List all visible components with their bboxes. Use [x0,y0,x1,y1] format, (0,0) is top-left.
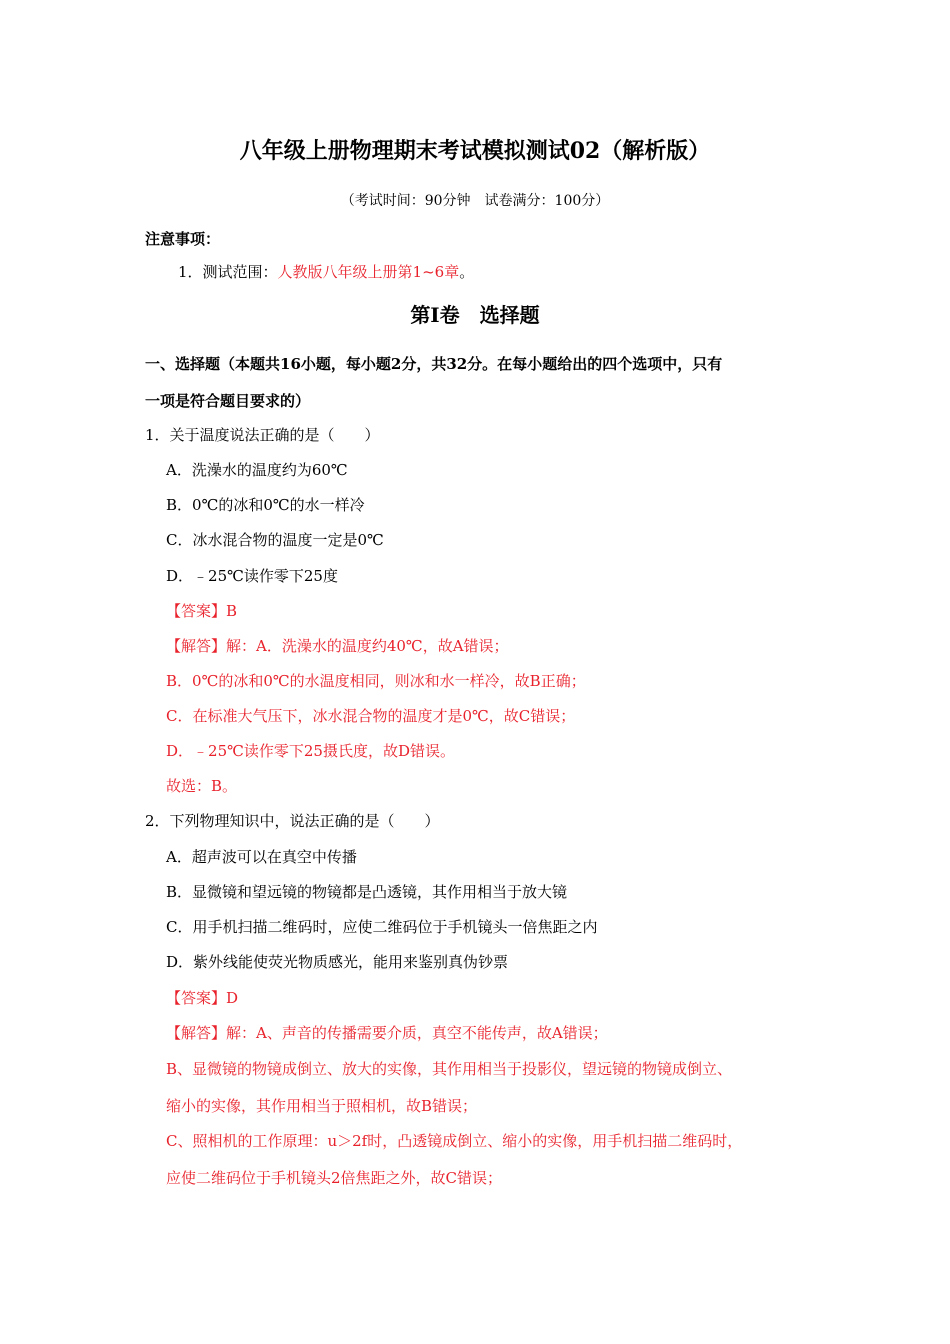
question-2-stem: 2．下列物理知识中，说法正确的是（ ） [145,812,440,830]
test-scope: 人教版八年级上册第1~6章 [277,263,460,281]
question-1-analysis-line-2: B．0℃的冰和0℃的水温度相同，则冰和水一样冷，故B正确； [166,672,586,690]
question-2-analysis-line-5: 应使二维码位于手机镜头2倍焦距之外，故C错误； [166,1169,503,1187]
answer-value: B [226,602,238,620]
question-2-analysis-line-1 [166,1023,608,1043]
question-1-answer [166,601,237,621]
notice-heading: 注意事项： [145,230,221,248]
question-1-stem: 1．关于温度说法正确的是（ ） [145,426,380,444]
notice-item-1 [178,262,474,282]
section-instruction-line-1: 一、选择题（本题共16小题，每小题2分，共32分。在每小题给出的四个选项中，只有 [145,355,723,373]
analysis-label: 【解答】 [166,1024,227,1042]
answer-label: 【答案】 [166,602,227,620]
question-2-option-b: B．显微镜和望远镜的物镜都是凸透镜，其作用相当于放大镜 [166,883,568,901]
analysis-text: 解：A．洗澡水的温度约40℃，故A错误； [226,637,509,655]
notice-item-1-suffix: 。 [459,263,475,281]
question-1-option-a: A．洗澡水的温度约为60℃ [166,461,348,479]
analysis-label: 【解答】 [166,637,227,655]
question-1-option-c: C．冰水混合物的温度一定是0℃ [166,531,384,549]
exam-info: （考试时间：90分钟 试卷满分：100分） [340,193,610,209]
answer-value: D [226,989,239,1007]
question-2-analysis-line-2: B、显微镜的物镜成倒立、放大的实像，其作用相当于投影仪，望远镜的物镜成倒立、 [166,1060,733,1078]
question-2-analysis-line-3: 缩小的实像，其作用相当于照相机，故B错误； [166,1097,478,1115]
question-1-option-d: D．﹣25℃读作零下25度 [166,567,338,585]
question-1-conclusion: 故选：B。 [166,777,238,795]
section-title: 第Ⅰ卷 选择题 [410,303,540,327]
question-2-option-a: A．超声波可以在真空中传播 [166,848,357,866]
question-1-analysis-line-4: D．﹣25℃读作零下25摄氏度，故D错误。 [166,742,456,760]
question-2-option-d: D．紫外线能使荧光物质感光，能用来鉴别真伪钞票 [166,953,509,971]
question-1-analysis-line-1 [166,636,509,656]
question-2-analysis-line-4: C、照相机的工作原理：u＞2f时，凸透镜成倒立、缩小的实像，用手机扫描二维码时， [166,1132,743,1150]
question-2-option-c: C．用手机扫描二维码时，应使二维码位于手机镜头一倍焦距之内 [166,918,598,936]
question-1-option-b: B．0℃的冰和0℃的水一样冷 [166,496,365,514]
question-1-analysis-line-3: C．在标准大气压下，冰水混合物的温度才是0℃，故C错误； [166,707,576,725]
question-2-answer [166,988,238,1008]
notice-item-1-prefix: 1．测试范围： [178,263,278,281]
section-instruction-line-2: 一项是符合题目要求的） [145,392,311,410]
document-title: 八年级上册物理期末考试模拟测试02（解析版） [239,138,711,164]
analysis-text: 解：A、声音的传播需要介质，真空不能传声，故A错误； [226,1024,608,1042]
answer-label: 【答案】 [166,989,227,1007]
